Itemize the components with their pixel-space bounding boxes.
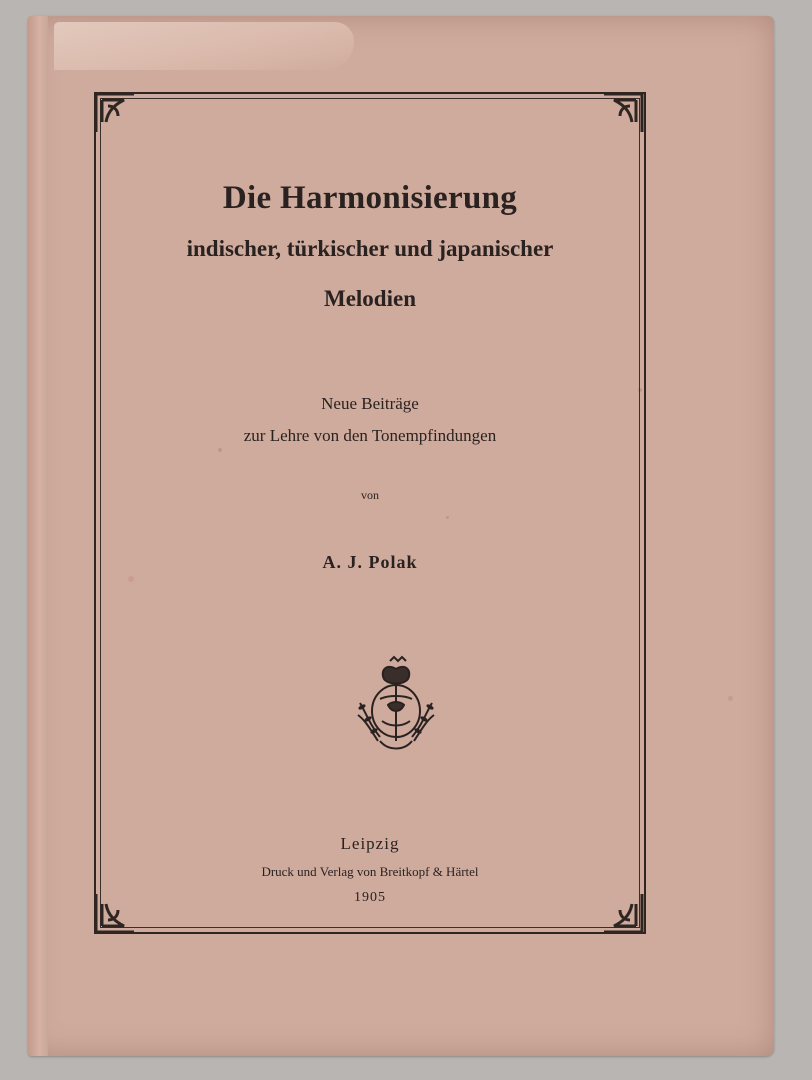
worn-cover-edge — [54, 22, 354, 70]
corner-ornament-icon — [602, 92, 644, 134]
publisher-line: Druck und Verlag von Breitkopf & Härtel — [261, 864, 479, 879]
corner-ornament-icon — [94, 92, 136, 134]
title-line-2: indischer, türkischer und japanischer — [186, 236, 554, 261]
publication-place: Leipzig — [340, 834, 400, 853]
by-label: von — [361, 488, 379, 502]
author-name: A. J. Polak — [322, 552, 418, 572]
subtitle-line-1: Neue Beiträge — [321, 394, 419, 413]
book-spine — [28, 16, 48, 1056]
title-frame — [94, 92, 646, 934]
publisher-emblem-icon — [350, 655, 442, 759]
subtitle-line-2: zur Lehre von den Tonempfindungen — [243, 426, 497, 445]
foxing-spot — [728, 696, 733, 701]
publication-year: 1905 — [354, 890, 386, 905]
title-line-3: Melodien — [324, 286, 416, 311]
title-line-1: Die Harmonisierung — [222, 180, 518, 216]
